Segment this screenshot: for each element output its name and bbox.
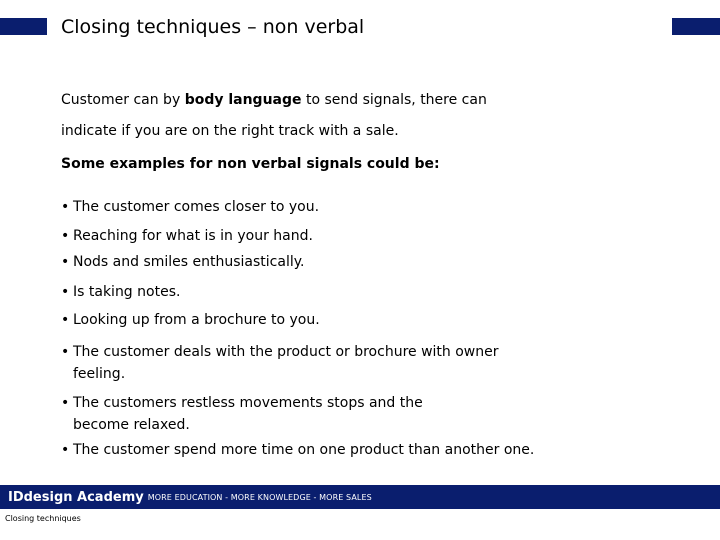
list-item <box>61 341 499 385</box>
intro-bold-text: body language <box>184 92 302 108</box>
intro-paragraph <box>61 90 661 141</box>
intro-text-2: to send signals, there can <box>301 92 487 108</box>
list-item-text: The customer deals with the product or brochure with owner <box>73 344 499 360</box>
intro-text-1: Customer can by <box>61 92 185 108</box>
list-item <box>61 251 304 273</box>
list-item-continuation: become relaxed. <box>73 417 190 433</box>
list-item-text: Is taking notes. <box>73 284 181 300</box>
list-item-text: The customer comes closer to you. <box>73 199 320 215</box>
list-item <box>61 309 320 331</box>
list-item <box>61 439 534 461</box>
bullet: • <box>61 254 70 270</box>
bullet: • <box>61 228 70 244</box>
list-item-continuation: feeling. <box>73 366 126 382</box>
footer-tagline: MORE EDUCATION - MORE KNOWLEDGE - MORE SALES <box>147 492 372 502</box>
bullet: • <box>61 284 70 300</box>
list-item-text: Looking up from a brochure to you. <box>73 312 320 328</box>
examples-heading: Some examples for non verbal signals could be: <box>61 156 440 172</box>
list-item <box>61 225 313 247</box>
bullet: • <box>61 395 70 411</box>
bullet: • <box>61 312 70 328</box>
title-accent-bar-right <box>672 18 720 35</box>
list-item <box>61 392 423 436</box>
footer-bar <box>0 485 720 509</box>
intro-line-1 <box>61 90 661 110</box>
footer-brand: IDdesign Academy <box>8 489 144 505</box>
list-item <box>61 196 319 218</box>
bullet: • <box>61 442 70 458</box>
bullet: • <box>61 199 70 215</box>
intro-line-2: indicate if you are on the right track with a sale. <box>61 123 399 139</box>
footer-note: Closing techniques <box>5 514 81 523</box>
bullet: • <box>61 344 70 360</box>
list-item <box>61 281 180 303</box>
slide-title: Closing techniques – non verbal <box>61 16 365 38</box>
list-item-text: Reaching for what is in your hand. <box>73 228 313 244</box>
title-accent-bar-left <box>0 18 47 35</box>
list-item-text: Nods and smiles enthusiastically. <box>73 254 305 270</box>
list-item-text: The customers restless movements stops and the <box>73 395 423 411</box>
list-item-text: The customer spend more time on one product than another one. <box>73 442 535 458</box>
